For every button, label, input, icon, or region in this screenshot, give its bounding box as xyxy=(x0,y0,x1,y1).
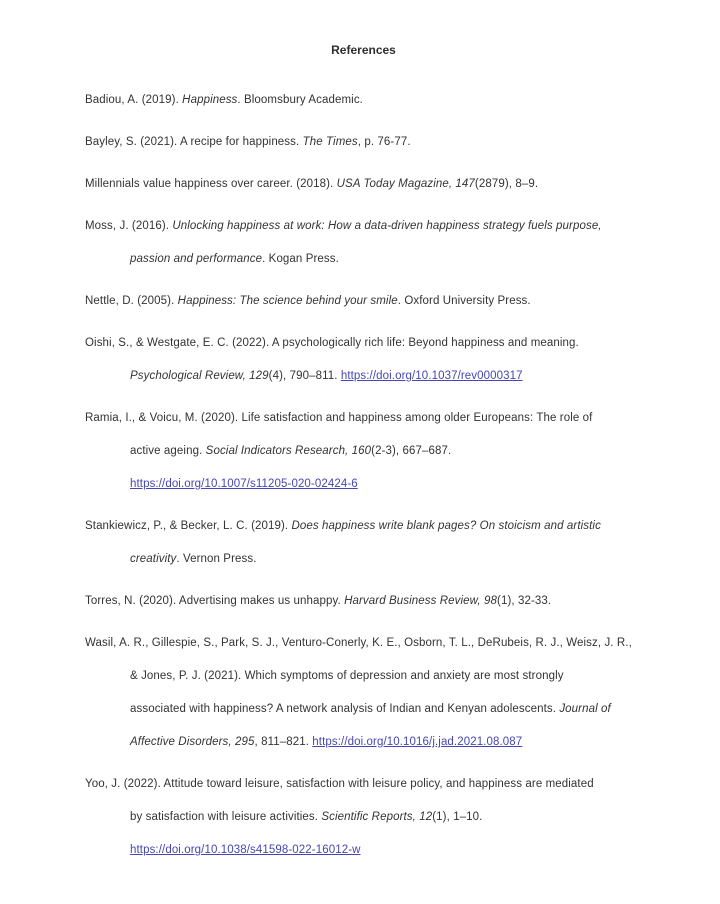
reference-entry xyxy=(85,402,642,501)
reference-text-italic: The Times xyxy=(302,136,358,148)
reference-text: . Bloomsbury Academic. xyxy=(237,94,363,106)
reference-text-italic: Happiness xyxy=(182,94,238,106)
reference-text: Badiou, A. (2019). xyxy=(85,94,183,106)
reference-line xyxy=(85,243,642,276)
reference-text: Torres, N. (2020). Advertising makes us unhappy. xyxy=(85,595,345,607)
reference-text-italic: creativity xyxy=(130,553,177,565)
reference-text: active ageing. xyxy=(130,445,206,457)
reference-entry xyxy=(85,210,642,276)
reference-text: Bayley, S. (2021). A recipe for happiness. xyxy=(85,136,303,148)
reference-text-italic: Psychological Review, 129 xyxy=(130,370,269,382)
reference-text: . Vernon Press. xyxy=(176,553,257,565)
doi-link[interactable]: https://doi.org/10.1038/s41598-022-16012-w xyxy=(130,844,361,856)
reference-line xyxy=(85,435,642,468)
reference-text-italic: passion and performance xyxy=(130,253,263,265)
reference-text: . Kogan Press. xyxy=(262,253,339,265)
reference-line xyxy=(85,660,642,693)
reference-line xyxy=(85,327,642,360)
reference-text: Yoo, J. (2022). Attitude toward leisure, satisfaction with leisure policy, and happiness are mediated xyxy=(85,778,594,790)
reference-text: , 811–821. xyxy=(254,736,313,748)
reference-text: (1), 1–10. xyxy=(432,811,483,823)
reference-text-italic: Scientific Reports, 12 xyxy=(321,811,433,823)
reference-text-italic: Unlocking happiness at work: How a data-driven happiness strategy fuels purpose, xyxy=(172,220,602,232)
reference-line xyxy=(85,693,642,726)
reference-text: (1), 32-33. xyxy=(497,595,552,607)
reference-line xyxy=(85,126,642,159)
reference-text: Nettle, D. (2005). xyxy=(85,295,178,307)
reference-line xyxy=(85,726,642,759)
reference-text: , p. 76-77. xyxy=(357,136,411,148)
reference-text-italic: Social Indicators Research, 160 xyxy=(205,445,372,457)
reference-line xyxy=(85,285,642,318)
reference-line xyxy=(85,801,642,834)
reference-text: Wasil, A. R., Gillespie, S., Park, S. J., Venturo-Conerly, K. E., Osborn, T. L., DeRubeis, R. J., Weisz, J. R., xyxy=(85,637,632,649)
reference-text: (2-3), 667–687. xyxy=(371,445,452,457)
reference-entry xyxy=(85,327,642,393)
reference-entry xyxy=(85,126,642,159)
reference-line xyxy=(85,468,642,501)
reference-text-italic: Harvard Business Review, 98 xyxy=(344,595,498,607)
reference-entry xyxy=(85,585,642,618)
reference-text: & Jones, P. J. (2021). Which symptoms of depression and anxiety are most strongly xyxy=(130,670,564,682)
reference-text: associated with happiness? A network analysis of Indian and Kenyan adolescents. xyxy=(130,703,560,715)
reference-text: . Oxford University Press. xyxy=(397,295,531,307)
reference-line xyxy=(85,168,642,201)
reference-text: Stankiewicz, P., & Becker, L. C. (2019). xyxy=(85,520,292,532)
reference-line xyxy=(85,360,642,393)
reference-entry xyxy=(85,768,642,867)
reference-line xyxy=(85,834,642,867)
reference-text-italic: Affective Disorders, 295 xyxy=(130,736,255,748)
reference-line xyxy=(85,543,642,576)
reference-line xyxy=(85,84,642,117)
reference-entry xyxy=(85,168,642,201)
reference-text-italic: Journal of xyxy=(559,703,611,715)
reference-text: Millennials value happiness over career. (2018). xyxy=(85,178,337,190)
reference-line xyxy=(85,402,642,435)
references-list xyxy=(85,84,642,867)
reference-entry xyxy=(85,627,642,759)
reference-text: Ramia, I., & Voicu, M. (2020). Life satisfaction and happiness among older Europeans: The role of xyxy=(85,412,593,424)
reference-text: by satisfaction with leisure activities. xyxy=(130,811,322,823)
doi-link[interactable]: https://doi.org/10.1007/s11205-020-02424-6 xyxy=(130,478,358,490)
reference-line xyxy=(85,627,642,660)
reference-entry xyxy=(85,285,642,318)
reference-line xyxy=(85,768,642,801)
reference-line xyxy=(85,210,642,243)
doi-link[interactable]: https://doi.org/10.1037/rev0000317 xyxy=(340,370,523,382)
reference-text: Moss, J. (2016). xyxy=(85,220,173,232)
reference-text-italic: USA Today Magazine, 147 xyxy=(336,178,475,190)
reference-entry xyxy=(85,84,642,117)
doi-link[interactable]: https://doi.org/10.1016/j.jad.2021.08.087 xyxy=(312,736,523,748)
reference-text: (2879), 8–9. xyxy=(474,178,539,190)
reference-text: (4), 790–811. xyxy=(268,370,341,382)
reference-text-italic: Does happiness write blank pages? On stoicism and artistic xyxy=(291,520,601,532)
reference-line xyxy=(85,585,642,618)
reference-text-italic: Happiness: The science behind your smile xyxy=(177,295,398,307)
reference-text: Oishi, S., & Westgate, E. C. (2022). A psychologically rich life: Beyond happiness and meaning. xyxy=(85,337,579,349)
page-title: References xyxy=(331,43,396,57)
reference-line xyxy=(85,510,642,543)
reference-entry xyxy=(85,510,642,576)
